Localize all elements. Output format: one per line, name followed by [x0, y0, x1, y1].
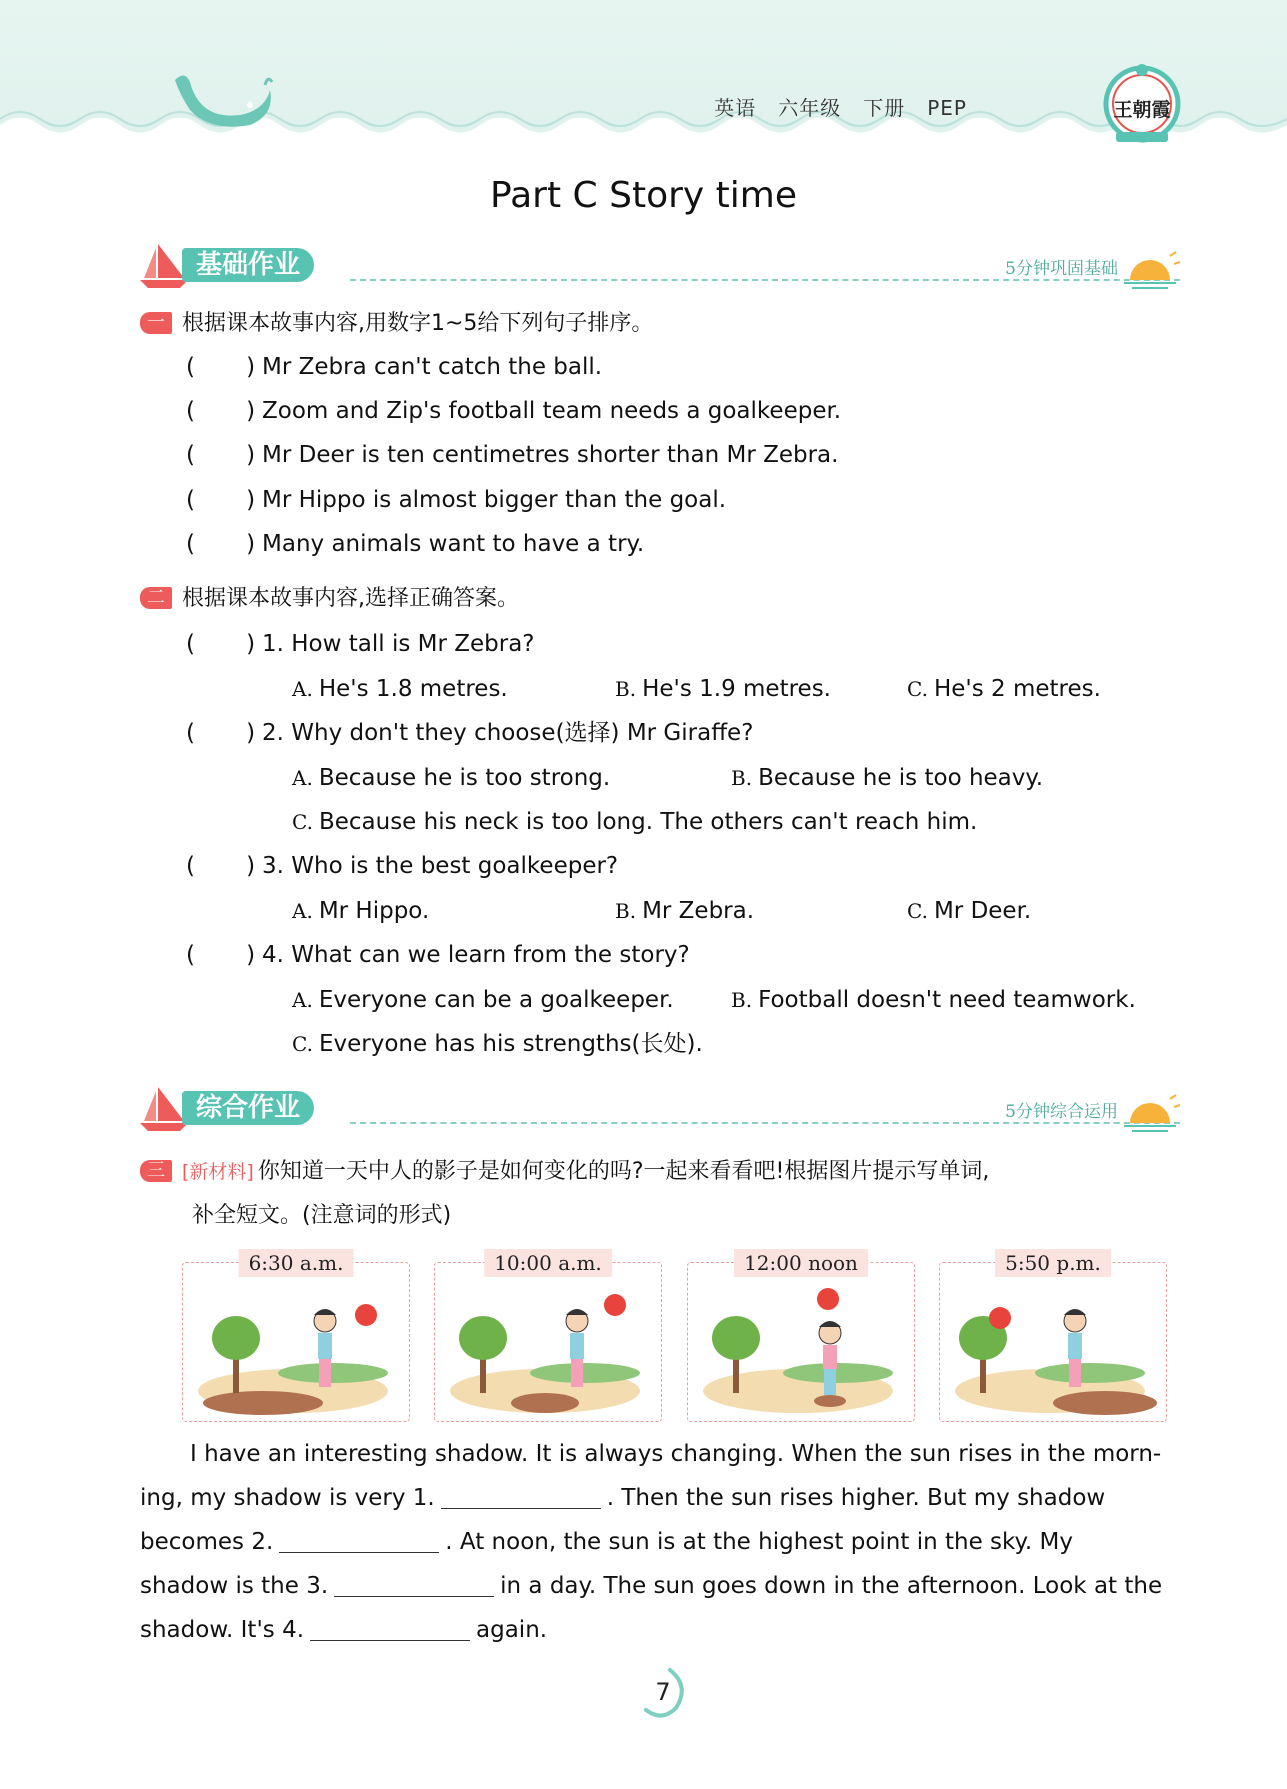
q1-item [186, 485, 726, 515]
sunrise-icon [1124, 1089, 1180, 1133]
answer-paren[interactable]: ( ) [186, 487, 256, 513]
answer-paren[interactable]: ( ) [186, 531, 256, 557]
q2-number-badge: 二 [140, 587, 172, 609]
option-c[interactable]: C. Because his neck is too long. The others can't reach him. [292, 809, 978, 835]
q1-instruction-text: 根据课本故事内容,用数字1~5给下列句子排序。 [182, 311, 654, 336]
option-a[interactable]: A. He's 1.8 metres. [292, 676, 508, 702]
option-b[interactable]: B. Mr Zebra. [615, 898, 755, 924]
blank-2-input[interactable] [279, 1528, 439, 1553]
header-edition: PEP [927, 96, 967, 120]
q1-item-text: Many animals want to have a try. [262, 531, 645, 557]
option-b[interactable]: B. He's 1.9 metres. [615, 676, 831, 702]
option-a[interactable]: A. Everyone can be a goalkeeper. [292, 987, 674, 1013]
q2-instruction [140, 584, 519, 614]
header-grade: 六年级 [778, 96, 842, 120]
answer-paren[interactable]: ( ) [186, 442, 256, 468]
q3-instruction-line1: 你知道一天中人的影子是如何变化的吗?一起来看看吧!根据图片提示写单词, [257, 1159, 990, 1184]
page-title: Part C Story time [490, 175, 797, 216]
q3-number-badge: 三 [140, 1160, 172, 1182]
shadow-scene-morning [183, 1263, 409, 1421]
section-comprehensive-header [140, 1085, 1180, 1135]
option-c[interactable]: C. Mr Deer. [907, 898, 1032, 924]
passage-line: ing, my shadow is very 1. . Then the sun rises higher. But my shadow [140, 1485, 1106, 1511]
panel-time: 5:50 p.m. [995, 1249, 1111, 1277]
option-c[interactable]: C. Everyone has his strengths(长处). [292, 1031, 703, 1057]
shadow-panel-3 [687, 1251, 915, 1422]
option-b[interactable]: B. Because he is too heavy. [731, 765, 1044, 791]
panel-time: 12:00 noon [734, 1249, 868, 1277]
answer-paren[interactable]: ( ) [186, 354, 256, 380]
section-divider [350, 1122, 1180, 1124]
q2-stem: 2. Why don't they choose(选择) Mr Giraffe? [262, 720, 754, 746]
q2-question-2 [186, 718, 753, 748]
blank-4-input[interactable] [310, 1616, 470, 1641]
option-a[interactable]: A. Mr Hippo. [292, 898, 430, 924]
q1-instruction [140, 309, 653, 339]
shadow-panel-4 [939, 1251, 1167, 1422]
passage-line: shadow. It's 4. again. [140, 1617, 548, 1643]
shadow-scene-evening [940, 1263, 1166, 1421]
blank-3-input[interactable] [334, 1572, 494, 1597]
q1-item [186, 440, 838, 470]
answer-paren[interactable]: ( ) [186, 942, 256, 968]
blank-1-input[interactable] [441, 1484, 601, 1509]
section-basic-header [140, 242, 1180, 292]
q2-instruction-text: 根据课本故事内容,选择正确答案。 [182, 586, 519, 611]
page-number: 7 [655, 1678, 671, 1706]
q2-question-4 [186, 940, 690, 970]
header-subject: 英语 [714, 96, 757, 120]
q2-question-1 [186, 629, 535, 659]
shadow-panel-1 [182, 1251, 410, 1422]
whale-icon [170, 70, 280, 130]
sunrise-icon [1124, 246, 1180, 290]
header-info [692, 92, 967, 121]
q1-number-badge: 一 [140, 312, 172, 334]
shadow-scene-noon [688, 1263, 914, 1421]
q2-stem: 3. Who is the best goalkeeper? [262, 853, 619, 879]
q2-stem: 4. What can we learn from the story? [262, 942, 690, 968]
section-comprehensive-note: 5分钟综合运用 [1005, 1102, 1118, 1122]
passage-line: becomes 2. . At noon, the sun is at the highest point in the sky. My [140, 1529, 1073, 1555]
passage-line: I have an interesting shadow. It is always changing. When the sun rises in the morn- [190, 1441, 1162, 1467]
q1-item [186, 529, 644, 559]
q3-instruction-line2: 补全短文。(注意词的形式) [192, 1203, 452, 1228]
shadow-panel-2 [434, 1251, 662, 1422]
option-c[interactable]: C. He's 2 metres. [907, 676, 1101, 702]
q1-item [186, 396, 841, 426]
q3-instruction [140, 1157, 989, 1187]
option-b[interactable]: B. Football doesn't need teamwork. [731, 987, 1136, 1013]
answer-paren[interactable]: ( ) [186, 720, 256, 746]
shadow-scene-midmorning [435, 1263, 661, 1421]
answer-paren[interactable]: ( ) [186, 631, 256, 657]
q1-item-text: Mr Zebra can't catch the ball. [262, 354, 603, 380]
option-a[interactable]: A. Because he is too strong. [292, 765, 611, 791]
passage [140, 1432, 1176, 1652]
q1-item-text: Mr Deer is ten centimetres shorter than Mr Zebra. [262, 442, 839, 468]
new-material-tag: [新材料] [182, 1161, 254, 1183]
panel-time: 6:30 a.m. [239, 1249, 354, 1277]
section-basic-note: 5分钟巩固基础 [1005, 259, 1118, 279]
section-divider [350, 279, 1180, 281]
panel-time: 10:00 a.m. [484, 1249, 612, 1277]
passage-line: shadow is the 3. in a day. The sun goes down in the afternoon. Look at the [140, 1573, 1163, 1599]
answer-paren[interactable]: ( ) [186, 398, 256, 424]
q1-item [186, 352, 602, 382]
q2-question-3 [186, 851, 618, 881]
section-basic-label: 基础作业 [182, 248, 314, 282]
q1-item-text: Zoom and Zip's football team needs a goalkeeper. [262, 398, 842, 424]
logo-name: 王朝霞 [1113, 99, 1171, 121]
section-comprehensive-label: 综合作业 [182, 1091, 314, 1125]
q2-stem: 1. How tall is Mr Zebra? [262, 631, 535, 657]
q1-item-text: Mr Hippo is almost bigger than the goal. [262, 487, 727, 513]
answer-paren[interactable]: ( ) [186, 853, 256, 879]
header-term: 下册 [863, 96, 906, 120]
